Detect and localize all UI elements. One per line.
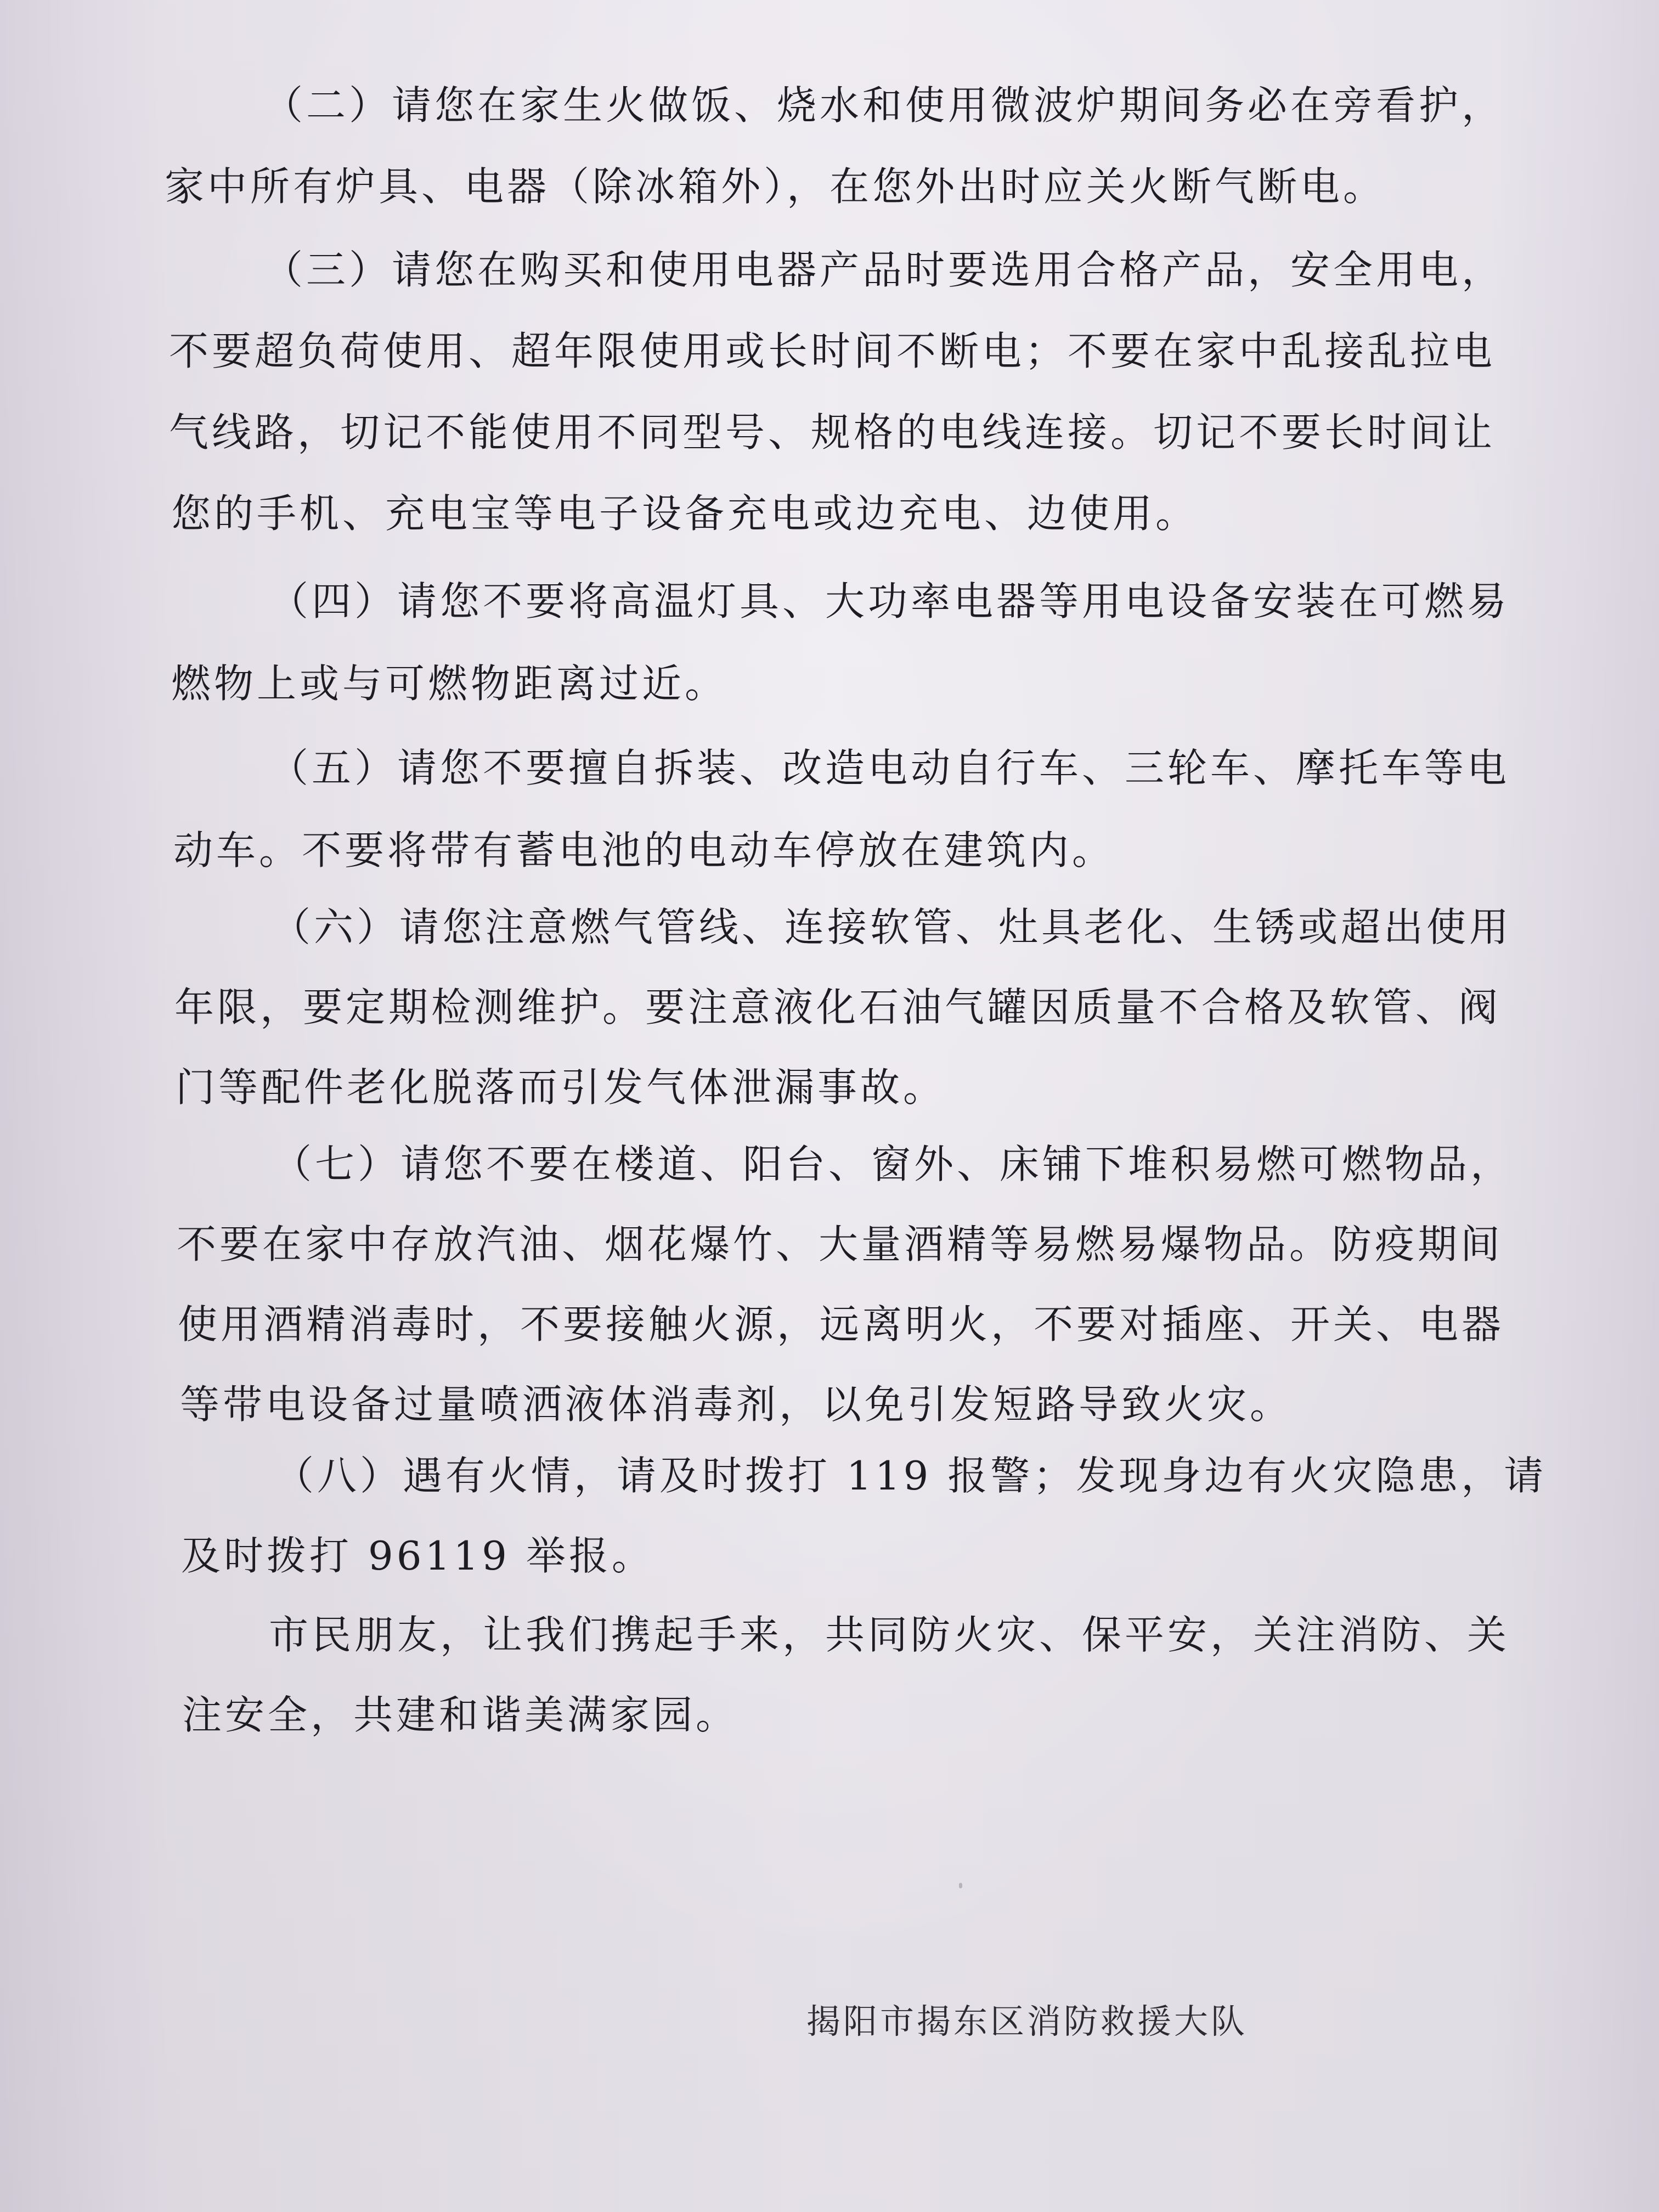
text-line: （二）请您在家生火做饭、烧水和使用微波炉期间务必在旁看护， bbox=[263, 82, 1505, 128]
text-line: （六）请您注意燃气管线、连接软管、灶具老化、生锈或超出使用 bbox=[271, 904, 1513, 950]
paper-speck bbox=[959, 1883, 962, 1888]
text-line: 使用酒精消毒时，不要接触火源，远离明火，不要对插座、开关、电器 bbox=[178, 1301, 1505, 1347]
text-line: 不要超负荷使用、超年限使用或长时间不断电；不要在家中乱接乱拉电 bbox=[169, 328, 1496, 374]
text-line: 市民朋友，让我们携起手来，共同防火灾、保平安，关注消防、关 bbox=[269, 1612, 1510, 1658]
text-line: （三）请您在购买和使用电器产品时要选用合格产品，安全用电， bbox=[263, 247, 1505, 293]
text-line: 气线路，切记不能使用不同型号、规格的电线连接。切记不要长时间让 bbox=[169, 409, 1496, 455]
text-line: （八）遇有火情，请及时拨打 119 报警；发现身边有火灾隐患，请 bbox=[274, 1453, 1547, 1499]
text-line: 不要在家中存放汽油、烟花爆竹、大量酒精等易燃易爆物品。防疫期间 bbox=[177, 1221, 1504, 1267]
text-line: 年限，要定期检测维护。要注意液化石油气罐因质量不合格及软管、阀 bbox=[174, 984, 1502, 1030]
text-line: 及时拨打 96119 举报。 bbox=[181, 1533, 654, 1579]
text-line: （七）请您不要在楼道、阳台、窗外、床铺下堆积易燃可燃物品， bbox=[272, 1141, 1514, 1187]
text-line: （五）请您不要擅自拆装、改造电动自行车、三轮车、摩托车等电 bbox=[269, 745, 1510, 791]
text-line: 注安全，共建和谐美满家园。 bbox=[182, 1692, 739, 1738]
signature-org: 揭阳市揭东区消防救援大队 bbox=[806, 2001, 1248, 2041]
text-line: 燃物上或与可燃物距离过近。 bbox=[171, 661, 728, 707]
text-line: 家中所有炉具、电器（除冰箱外），在您外出时应关火断气断电。 bbox=[165, 163, 1386, 210]
text-line: 动车。不要将带有蓄电池的电动车停放在建筑内。 bbox=[173, 827, 1115, 873]
text-line: 门等配件老化脱落而引发气体泄漏事故。 bbox=[176, 1064, 946, 1110]
text-line: （四）请您不要将高温灯具、大功率电器等用电设备安装在可燃易 bbox=[269, 578, 1510, 624]
text-line: 等带电设备过量喷洒液体消毒剂，以免引发短路导致火灾。 bbox=[180, 1381, 1293, 1427]
text-line: 您的手机、充电宝等电子设备充电或边充电、边使用。 bbox=[171, 490, 1199, 537]
